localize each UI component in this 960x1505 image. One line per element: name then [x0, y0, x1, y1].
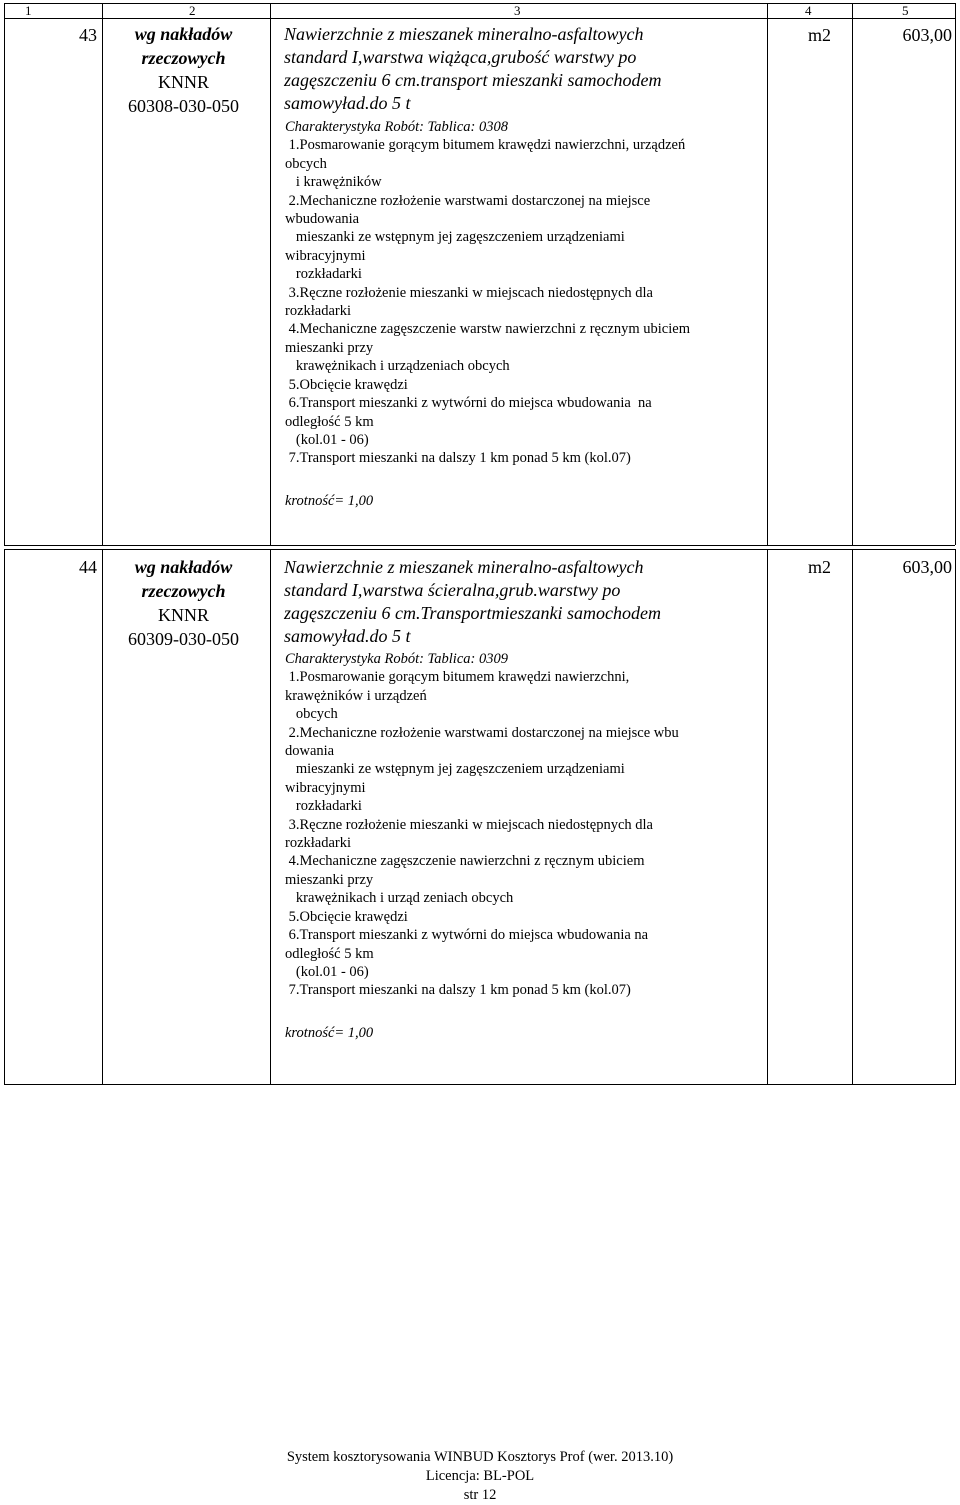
table-top-rule — [4, 3, 955, 4]
column-header-2: 2 — [189, 3, 196, 18]
description-line: obcych — [285, 155, 327, 172]
basis-line: wg nakładów — [134, 24, 233, 44]
title-line: samowyład.do 5 t — [284, 626, 411, 646]
item-number: 43 — [79, 25, 97, 45]
description-line: 4.Mechaniczne zagęszczenie warstw nawierzchni z ręcznym ubiciem — [285, 321, 690, 338]
description-line: 3.Ręczne rozłożenie mieszanki w miejscach niedostępnych dla — [285, 284, 653, 301]
description-line: 6.Transport mieszanki z wytwórni do miejsca wbudowania na — [285, 395, 652, 412]
col-rule-0 — [4, 3, 5, 545]
description-line: wbudowania — [285, 211, 360, 228]
description-line: mieszanki przy — [285, 871, 374, 888]
description-line: Charakterystyka Robót: Tablica: 0309 — [285, 651, 508, 667]
item-number: 44 — [79, 557, 97, 577]
description-line: 2.Mechaniczne rozłożenie warstwami dostarczonej na miejsce wbu — [285, 724, 679, 741]
title-line: zagęszczeniu 6 cm.transport mieszanki samochodem — [284, 70, 662, 90]
item-basis — [98, 22, 269, 118]
description-line: krawężnikach i urząd zeniach obcych — [285, 890, 514, 907]
description-line: i krawężników — [285, 174, 382, 191]
item-quantity: 603,00 — [902, 25, 952, 45]
item-description — [285, 118, 755, 468]
description-line: mieszanki ze wstępnym jej zagęszczeniem urządzeniami — [285, 229, 625, 246]
col-rule-4b — [852, 549, 853, 1085]
description-line: 7.Transport mieszanki na dalszy 1 km ponad 5 km (kol.07) — [285, 450, 631, 467]
basis-line: rzeczowych — [141, 581, 226, 601]
description-line: Charakterystyka Robót: Tablica: 0308 — [285, 119, 508, 135]
title-line: samowyład.do 5 t — [284, 93, 411, 113]
item-multiplier: krotność= 1,00 — [285, 493, 374, 509]
item-unit: m2 — [808, 25, 832, 45]
description-line: dowania — [285, 743, 335, 760]
basis-code: 60308-030-050 — [128, 96, 239, 116]
header-bottom-rule — [4, 18, 955, 19]
license-info: Licencja: BL-POL — [425, 1468, 535, 1484]
basis-code: 60309-030-050 — [128, 629, 239, 649]
page-footer — [0, 1448, 960, 1505]
description-line: wibracyjnymi — [285, 247, 366, 264]
col-rule-5 — [955, 3, 956, 545]
item-unit: m2 — [808, 557, 832, 577]
row-separator-bottom — [4, 549, 955, 550]
description-line: 5.Obcięcie krawędzi — [285, 376, 408, 393]
description-line: odległość 5 km — [285, 413, 374, 430]
description-line: (kol.01 - 06) — [285, 963, 369, 980]
description-line: (kol.01 - 06) — [285, 431, 369, 448]
item-description — [285, 650, 755, 1000]
title-line: standard I,warstwa ścieralna,grub.warstwy po — [284, 580, 621, 600]
description-line: 7.Transport mieszanki na dalszy 1 km ponad 5 km (kol.07) — [285, 982, 631, 999]
basis-line: wg nakładów — [134, 557, 233, 577]
item-title — [284, 556, 754, 648]
description-line: rozkładarki — [285, 266, 362, 283]
table-bottom-rule — [4, 1084, 955, 1085]
basis-line: KNNR — [157, 72, 209, 92]
description-line: krawężników i urządzeń — [285, 687, 427, 704]
col-rule-3b — [767, 549, 768, 1085]
page-number: str 12 — [463, 1487, 497, 1503]
description-line: 6.Transport mieszanki z wytwórni do miejsca wbudowania na — [285, 927, 649, 944]
item-quantity: 603,00 — [902, 557, 952, 577]
title-line: zagęszczeniu 6 cm.Transportmieszanki samochodem — [284, 603, 661, 623]
description-line: 3.Ręczne rozłożenie mieszanki w miejscach niedostępnych dla — [285, 816, 653, 833]
column-header-4: 4 — [805, 3, 812, 18]
col-rule-2b — [270, 549, 271, 1085]
item-multiplier: krotność= 1,00 — [285, 1025, 374, 1041]
description-line: krawężnikach i urządzeniach obcych — [285, 358, 510, 375]
description-line: rozkładarki — [285, 303, 352, 320]
title-line: Nawierzchnie z mieszanek mineralno-asfaltowych — [284, 24, 644, 44]
item-basis — [98, 555, 269, 651]
description-line: 2.Mechaniczne rozłożenie warstwami dostarczonej na miejsce — [285, 192, 651, 209]
column-header-3: 3 — [514, 3, 521, 18]
description-line: 5.Obcięcie krawędzi — [285, 908, 408, 925]
col-rule-2 — [270, 3, 271, 545]
col-rule-4 — [852, 3, 853, 545]
title-line: Nawierzchnie z mieszanek mineralno-asfaltowych — [284, 557, 644, 577]
col-rule-3 — [767, 3, 768, 545]
description-line: rozkładarki — [285, 835, 352, 852]
column-header-5: 5 — [902, 3, 909, 18]
description-line: 4.Mechaniczne zagęszczenie nawierzchni z ręcznym ubiciem — [285, 853, 645, 870]
description-line: 1.Posmarowanie gorącym bitumem krawędzi nawierzchni, urządzeń — [285, 137, 686, 154]
row-separator-top — [4, 545, 955, 546]
software-info: System kosztorysowania WINBUD Kosztorys Prof (wer. 2013.10) — [286, 1449, 674, 1465]
col-rule-0b — [4, 549, 5, 1085]
column-header-1: 1 — [25, 3, 32, 18]
title-line: standard I,warstwa wiążąca,grubość warstwy po — [284, 47, 637, 67]
col-rule-5b — [955, 549, 956, 1085]
description-line: rozkładarki — [285, 798, 362, 815]
description-line: odległość 5 km — [285, 945, 374, 962]
basis-line: rzeczowych — [141, 48, 226, 68]
description-line: mieszanki ze wstępnym jej zagęszczeniem urządzeniami — [285, 761, 625, 778]
item-title — [284, 23, 754, 115]
description-line: mieszanki przy — [285, 339, 374, 356]
basis-line: KNNR — [157, 605, 209, 625]
description-line: obcych — [285, 706, 338, 723]
description-line: wibracyjnymi — [285, 779, 366, 796]
description-line: 1.Posmarowanie gorącym bitumem krawędzi nawierzchni, — [285, 669, 630, 686]
